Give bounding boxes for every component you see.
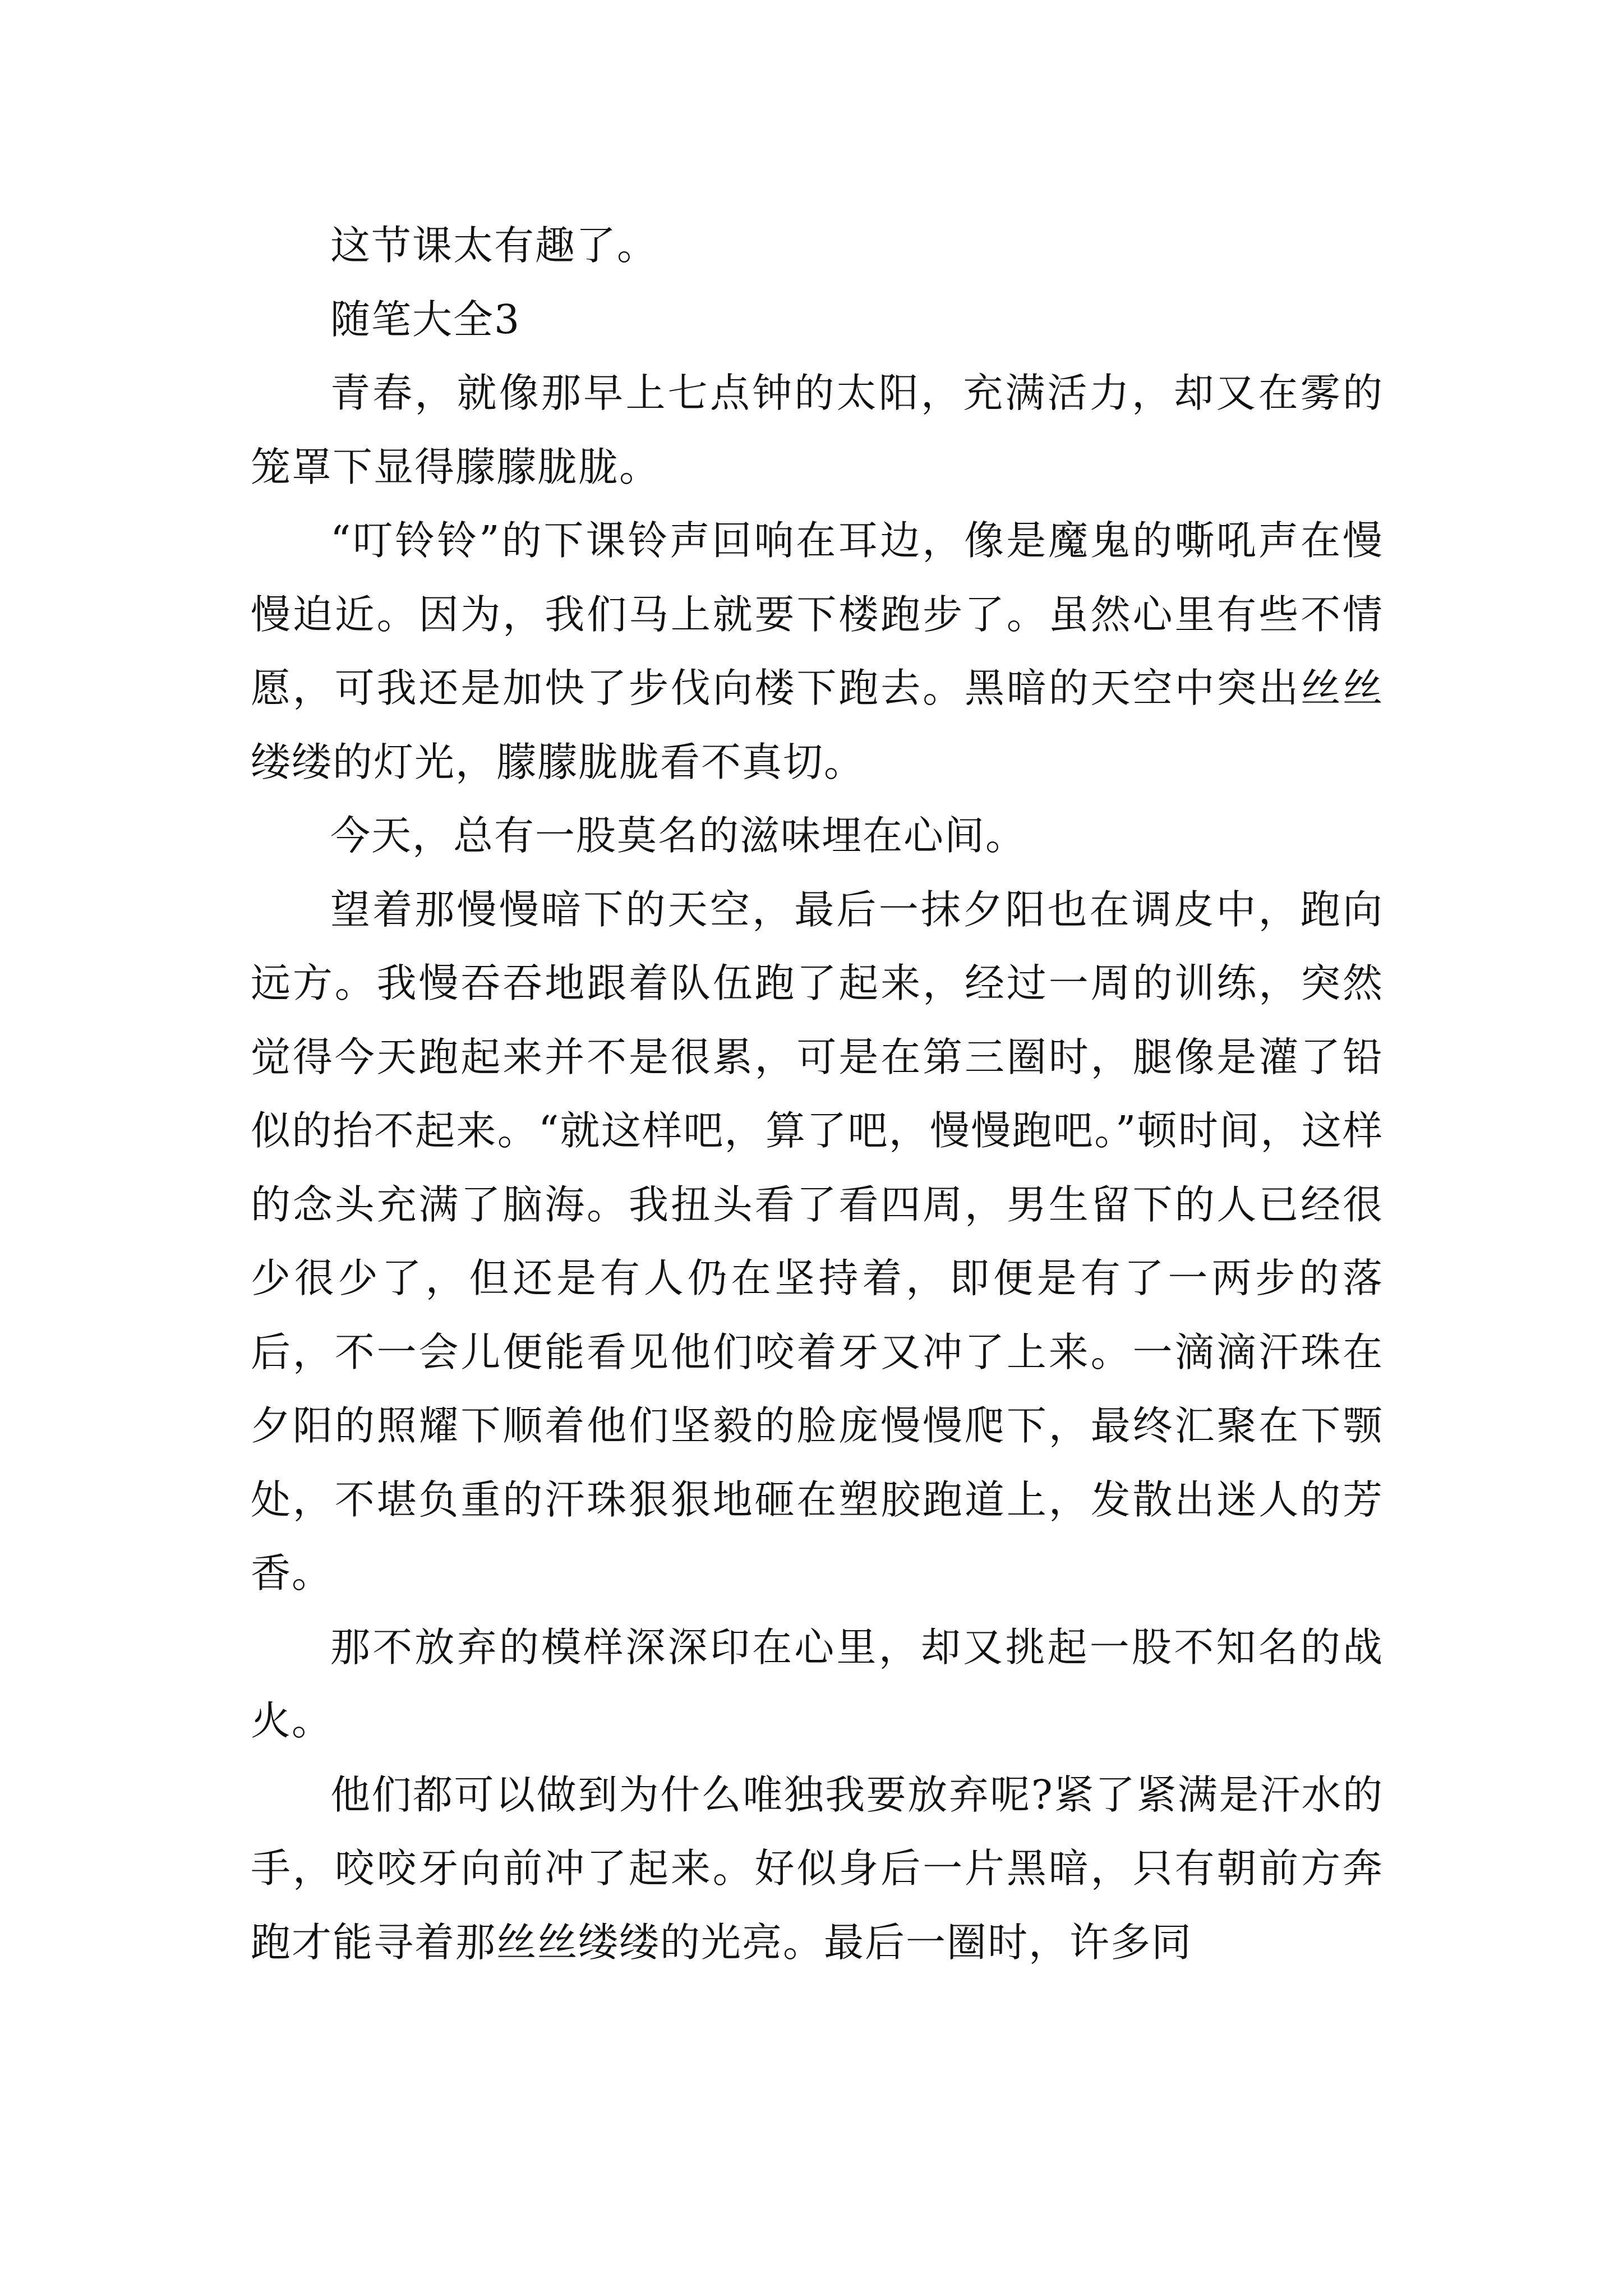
paragraph-6: 望着那慢慢暗下的天空，最后一抹夕阳也在调皮中，跑向远方。我慢吞吞地跟着队伍跑了起来，经过一周的训练，突然觉得今天跑起来并不是很累，可是在第三圈时，腿像是灌了铅似的抬不起来。“就这样吧，算了吧，慢慢跑吧。”顿时间，这样的念头充满了脑海。我扭头看了看四周，男生留下的人已经很少很少了，但还是有人仍在坚持着，即便是有了一两步的落后，不一会儿便能看见他们咬着牙又冲了上来。一滴滴汗珠在夕阳的照耀下顺着他们坚毅的脸庞慢慢爬下，最终汇聚在下颚处，不堪负重的汗珠狠狠地砸在塑胶跑道上，发散出迷人的芳香。 — [251, 886, 1384, 1596]
paragraph-3: 青春，就像那早上七点钟的太阳，充满活力，却又在雾的笼罩下显得朦朦胧胧。 — [251, 370, 1384, 490]
paragraph-5: 今天，总有一股莫名的滋味埋在心间。 — [330, 812, 1027, 859]
paragraph-4: “叮铃铃”的下课铃声回响在耳边，像是魔鬼的嘶吼声在慢慢迫近。因为，我们马上就要下楼跑步了。虽然心里有些不情愿，可我还是加快了步伐向楼下跑去。黑暗的天空中突出丝丝缕缕的灯光，朦朦胧胧看不真切。 — [251, 517, 1384, 785]
paragraph-2-heading: 随笔大全3 — [330, 296, 521, 343]
body-text — [251, 209, 1384, 1979]
paragraph-8: 他们都可以做到为什么唯独我要放弃呢?紧了紧满是汗水的手，咬咬牙向前冲了起来。好似身后一片黑暗，只有朝前方奔跑才能寻着那丝丝缕缕的光亮。最后一圈时，许多同 — [251, 1771, 1384, 1966]
paragraph-7: 那不放弃的模样深深印在心里，却又挑起一股不知名的战火。 — [251, 1623, 1384, 1744]
paragraph-1: 这节课太有趣了。 — [330, 222, 658, 269]
